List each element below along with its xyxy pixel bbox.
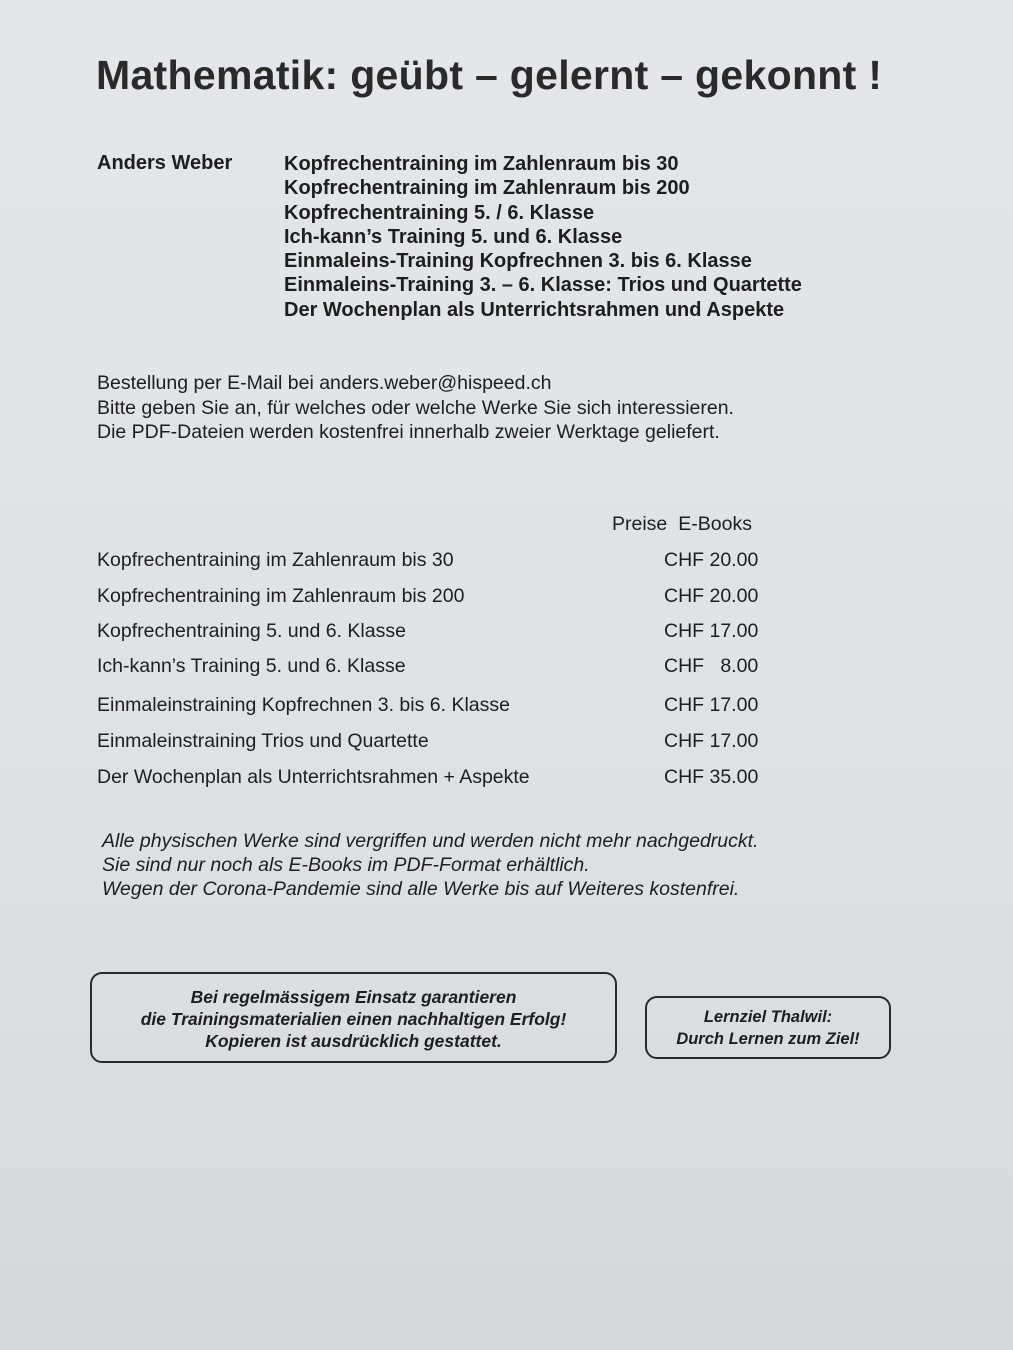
price-header-format: E-Books: [678, 513, 752, 535]
price-row-amount: CHF 8.00: [664, 655, 759, 677]
availability-notes: [102, 829, 758, 901]
price-row: [97, 549, 777, 575]
note-line: Sie sind nur noch als E-Books im PDF-Format erhältlich.: [102, 854, 590, 876]
note-line: Alle physischen Werke sind vergriffen und werden nicht mehr nachgedruckt.: [102, 830, 759, 852]
price-header-label: Preise: [612, 513, 668, 535]
price-row-title: Ich-kann’s Training 5. und 6. Klasse: [97, 655, 406, 677]
works-list-item: Kopfrechentraining im Zahlenraum bis 200: [284, 177, 690, 200]
price-row-title: Kopfrechentraining im Zahlenraum bis 200: [97, 585, 465, 607]
price-row-amount: CHF 20.00: [664, 549, 759, 571]
works-list: [284, 152, 802, 322]
price-row-title: Kopfrechentraining 5. und 6. Klasse: [97, 620, 406, 642]
order-delivery-line: Die PDF-Dateien werden kostenfrei innerhalb zweier Werktage geliefert.: [97, 421, 720, 443]
price-row: [97, 694, 777, 720]
price-row-amount: CHF 35.00: [664, 766, 759, 788]
price-row: [97, 620, 777, 646]
price-row: [97, 585, 777, 611]
guarantee-box: [90, 972, 617, 1063]
price-row-amount: CHF 17.00: [664, 730, 759, 752]
price-row: [97, 655, 777, 681]
price-table-header: [612, 513, 752, 536]
author-name: Anders Weber: [97, 152, 233, 174]
order-email-line: Bestellung per E-Mail bei anders.weber@hispeed.ch: [97, 372, 552, 394]
price-row: [97, 730, 777, 756]
note-line: Wegen der Corona-Pandemie sind alle Werke bis auf Weiteres kostenfrei.: [102, 878, 740, 900]
page-title: Mathematik: geübt – gelernt – gekonnt !: [96, 52, 883, 98]
price-row-amount: CHF 20.00: [664, 585, 759, 607]
works-list-item: Kopfrechentraining im Zahlenraum bis 30: [284, 153, 679, 175]
works-list-item: Einmaleins-Training 3. – 6. Klasse: Trios und Quartette: [284, 274, 802, 297]
price-row-amount: CHF 17.00: [664, 620, 759, 642]
guarantee-line: Kopieren ist ausdrücklich gestattet.: [205, 1031, 502, 1051]
motto-line: Durch Lernen zum Ziel!: [676, 1029, 860, 1048]
works-list-item: Kopfrechentraining 5. / 6. Klasse: [284, 201, 595, 224]
guarantee-line: Bei regelmässigem Einsatz garantieren: [190, 987, 517, 1007]
works-list-item: Einmaleins-Training Kopfrechnen 3. bis 6. Klasse: [284, 250, 752, 273]
price-row-title: Einmaleinstraining Kopfrechnen 3. bis 6. Klasse: [97, 694, 510, 716]
price-row-amount: CHF 17.00: [664, 694, 759, 716]
price-row-title: Der Wochenplan als Unterrichtsrahmen + Aspekte: [97, 766, 530, 788]
motto-line: Lernziel Thalwil:: [703, 1008, 833, 1026]
motto-box: [645, 996, 891, 1059]
price-row-title: Kopfrechentraining im Zahlenraum bis 30: [97, 549, 454, 571]
order-info: [97, 371, 734, 445]
works-list-item: Ich-kann’s Training 5. und 6. Klasse: [284, 225, 623, 248]
guarantee-line: die Trainingsmaterialien einen nachhaltigen Erfolg!: [140, 1009, 567, 1029]
works-list-item: Der Wochenplan als Unterrichtsrahmen und Aspekte: [284, 298, 785, 321]
order-instruction-line: Bitte geben Sie an, für welches oder welche Werke Sie sich interessieren.: [97, 396, 734, 419]
price-row: [97, 766, 777, 792]
price-row-title: Einmaleinstraining Trios und Quartette: [97, 730, 429, 752]
